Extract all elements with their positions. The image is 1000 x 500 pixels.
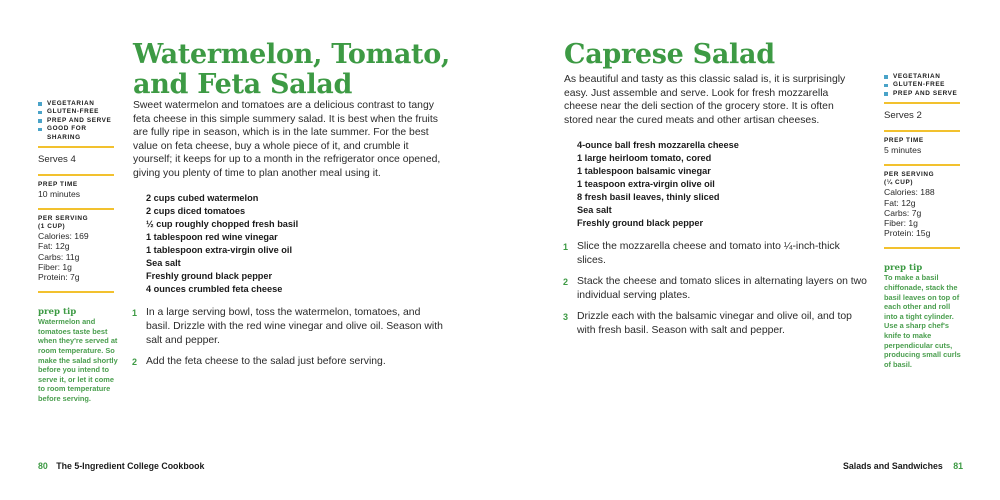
divider [884,130,960,132]
ingredient: 1 large heirloom tomato, cored [577,153,712,163]
left-recipe-sidebar [38,100,116,404]
right-footer [843,461,963,471]
tag-gluten-free: GLUTEN-FREE [884,81,962,89]
prep-tip-text: Watermelon and tomatoes taste best when they're served at room temperature. So make the salad shortly before you intend to serve it, or let it come to room temperature before serving. [38,317,118,403]
ingredient: 8 fresh basil leaves, thinly sliced [577,192,720,202]
ingredient: 1 tablespoon red wine vinegar [146,232,278,242]
step [563,240,868,268]
divider [38,291,114,293]
square-bullet-icon [38,119,42,123]
per-serving-label: PER SERVING [884,171,935,179]
prep-time-block [884,137,962,161]
diet-tags [38,100,116,142]
prep-time-value: 10 minutes [38,189,81,200]
tag-prep-and-serve: PREP AND SERVE [38,117,116,125]
left-footer [38,461,204,471]
square-bullet-icon [884,84,888,88]
ingredient: 2 cups diced tomatoes [146,206,246,216]
serves: Serves 2 [884,110,922,122]
divider [884,164,960,166]
ingredient: 4 ounces crumbled feta cheese [146,284,283,294]
ingredient: Sea salt [146,258,181,268]
prep-tip-title: prep tip [38,307,77,318]
recipe-title: Caprese Salad [564,39,775,70]
tag-good-for-sharing: GOOD FOR SHARING [38,125,98,142]
square-bullet-icon [38,111,42,115]
right-page [500,0,1000,500]
step-number: 2 [563,277,569,287]
step [563,310,868,338]
ingredient: 1 tablespoon balsamic vinegar [577,166,711,176]
recipe-intro: As beautiful and tasty as this classic salad is, it is surprisingly easy. Just assemble and serve. Look for fresh mozzarella cheese near the deli section of the grocery store. It is often stored near the cured meats and other artisan cheeses. [564,74,846,126]
per-serving-label: PER SERVING [38,215,89,223]
divider [884,247,960,249]
step-list [563,240,868,345]
step-number: 3 [563,312,569,322]
step-text: Add the feta cheese to the salad just before serving. [146,356,386,367]
step [132,306,447,348]
prep-time-block [38,181,116,205]
right-recipe-sidebar [884,73,962,369]
per-serving-size: (1 CUP) [38,223,66,231]
ingredient: Freshly ground black pepper [577,218,704,228]
nutrition-fiber: Fiber: 1g [884,218,918,229]
prep-time-value: 5 minutes [884,145,922,156]
ingredient-list [577,139,867,230]
section-title: Salads and Sandwiches [843,461,943,471]
divider [884,102,960,104]
square-bullet-icon [38,102,42,106]
prep-tip-title: prep tip [884,263,923,274]
tag-prep-and-serve: PREP AND SERVE [884,90,962,98]
tag-vegetarian: VEGETARIAN [884,73,962,81]
per-serving-size: (¼ CUP) [884,179,914,187]
ingredient: 1 teaspoon extra-virgin olive oil [577,179,715,189]
recipe-intro: Sweet watermelon and tomatoes are a delicious contrast to tangy feta cheese in this simple summery salad. It is best when the fruits are fully ripe in season, which is in the late summer. For the best value on feta cheese, buy a whole piece of it, and crumble it yourself; it keeps for up to a month in the refrigerator once opened, giving you plenty of time to plan another meal using it. [133,100,441,179]
ingredient: Sea salt [577,205,612,215]
step [563,275,868,303]
nutrition-block [884,171,962,244]
prep-time-label: PREP TIME [38,181,78,189]
serves: Serves 4 [38,154,76,166]
square-bullet-icon [38,128,42,132]
nutrition-fiber: Fiber: 1g [38,261,72,272]
nutrition-block [38,215,116,288]
nutrition-calories: Calories: 188 [884,187,935,198]
nutrition-protein: Protein: 7g [38,272,80,283]
divider [38,208,114,210]
recipe-title: Watermelon, Tomato, and Feta Salad [133,39,451,100]
prep-tip-text: To make a basil chiffonade, stack the basil leaves on top of each other and roll into a tight cylinder. Use a sharp chef's knife to make perpendicular cuts, producing small curls of basil. [884,273,961,369]
ingredient: 4-ounce ball fresh mozzarella cheese [577,140,739,150]
step [132,355,447,369]
square-bullet-icon [884,75,888,79]
page-number: 80 [38,461,48,471]
page-number: 81 [953,461,963,471]
book-title: The 5-Ingredient College Cookbook [56,461,205,471]
step-number: 2 [132,357,138,367]
nutrition-calories: Calories: 169 [38,231,89,242]
ingredient: ½ cup roughly chopped fresh basil [146,219,299,229]
diet-tags [884,73,962,98]
ingredient: 1 tablespoon extra-virgin olive oil [146,245,293,255]
step-number: 1 [132,308,138,318]
tag-gluten-free: GLUTEN-FREE [38,108,116,116]
nutrition-fat: Fat: 12g [38,241,70,252]
divider [38,146,114,148]
ingredient: Freshly ground black pepper [146,271,273,281]
divider [38,174,114,176]
ingredient: 2 cups cubed watermelon [146,193,259,203]
step-text: Slice the mozzarella cheese and tomato into ¼-inch-thick slices. [577,241,840,266]
prep-time-label: PREP TIME [884,137,924,145]
nutrition-protein: Protein: 15g [884,228,931,239]
nutrition-fat: Fat: 12g [884,197,916,208]
step-text: Drizzle each with the balsamic vinegar and olive oil, and top with fresh basil. Season with salt and pepper. [577,311,852,336]
step-number: 1 [563,242,569,252]
tag-vegetarian: VEGETARIAN [38,100,116,108]
ingredient-list [146,192,446,296]
step-list [132,306,447,376]
nutrition-carbs: Carbs: 7g [884,207,922,218]
step-text: In a large serving bowl, toss the watermelon, tomatoes, and basil. Drizzle with the red wine vinegar and olive oil. Season with salt and pepper. [146,307,443,346]
nutrition-carbs: Carbs: 11g [38,251,80,262]
square-bullet-icon [884,92,888,96]
step-text: Stack the cheese and tomato slices in alternating layers on two individual serving plates. [577,276,867,301]
